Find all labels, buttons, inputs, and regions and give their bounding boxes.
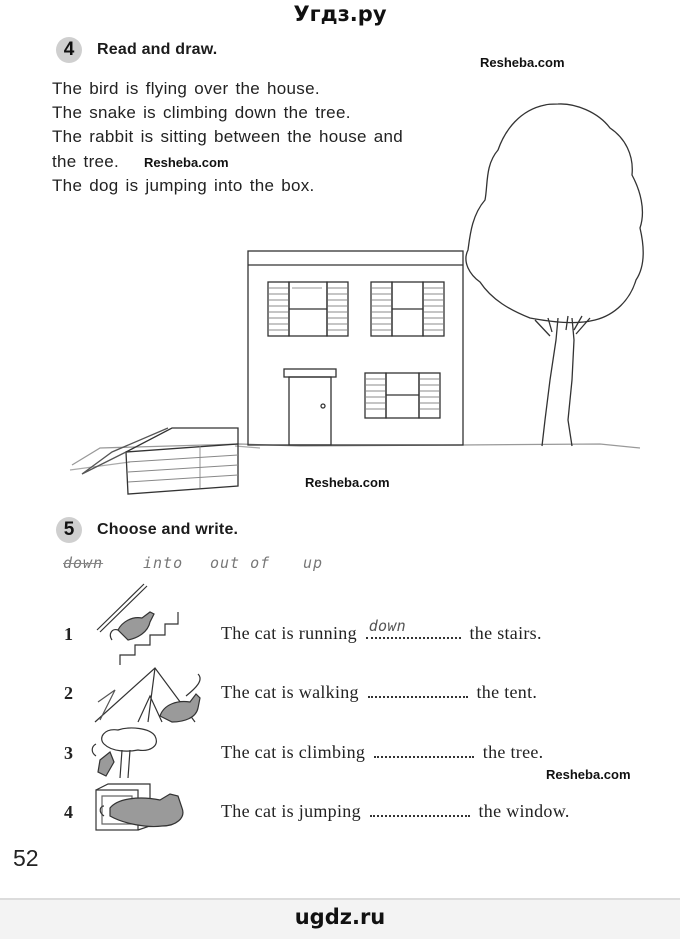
watermark-text: Resheba.com	[144, 155, 229, 170]
task4-line: The dog is jumping into the box.	[52, 175, 315, 195]
sentence-end: the tent.	[476, 682, 538, 702]
answer-blank[interactable]	[374, 752, 474, 758]
word-bank-item: up	[303, 554, 324, 572]
answer-blank[interactable]	[370, 811, 470, 817]
task5-title: Choose and write.	[97, 521, 239, 538]
sentence-start: The cat is walking	[221, 682, 359, 702]
watermark-top: Resheba.com	[480, 55, 565, 70]
exercise-number: 2	[64, 683, 73, 703]
task4-title: Read and draw.	[97, 41, 218, 58]
word-bank-item: down	[63, 554, 104, 572]
task4-line: the tree.	[52, 151, 120, 171]
site-header: Угдз.ру	[293, 2, 387, 26]
task5-number-badge: 5	[56, 517, 82, 543]
sentence-start: The cat is climbing	[221, 742, 366, 762]
exercise-number: 1	[64, 624, 73, 644]
sentence-start: The cat is jumping	[221, 801, 361, 821]
cat-at-window-picture	[96, 784, 183, 830]
task4-line: The snake is climbing down the tree.	[52, 103, 351, 123]
task4-line: The rabbit is sitting between the house and	[52, 127, 404, 147]
cat-on-tree-picture	[92, 728, 156, 778]
watermark-middle: Resheba.com	[305, 475, 390, 490]
site-footer: ugdz.ru	[294, 905, 386, 929]
watermark-bottom: Resheba.com	[546, 767, 631, 782]
cat-by-tent-picture	[95, 668, 200, 722]
sentence-start: The cat is running	[221, 623, 357, 643]
page-number: 52	[13, 845, 39, 871]
exercise-sentence	[221, 617, 542, 644]
word-bank-item: out of	[210, 554, 271, 572]
exercise-number: 4	[64, 802, 73, 822]
answer-blank[interactable]	[368, 692, 468, 698]
task4-number-badge: 4	[56, 37, 82, 63]
sentence-end: the tree.	[482, 742, 544, 762]
sentence-end: the stairs.	[469, 623, 542, 643]
sentence-end: the window.	[478, 801, 570, 821]
written-answer: down	[368, 617, 407, 635]
answer-blank[interactable]	[366, 617, 461, 639]
exercise-sentence	[221, 801, 570, 822]
exercise-sentence	[221, 682, 537, 703]
exercise-sentence	[221, 742, 543, 763]
word-bank-item: into	[143, 554, 184, 572]
task4-line: The bird is flying over the house.	[52, 79, 320, 98]
cat-on-stairs-picture	[97, 584, 178, 665]
exercise-number: 3	[64, 743, 73, 763]
